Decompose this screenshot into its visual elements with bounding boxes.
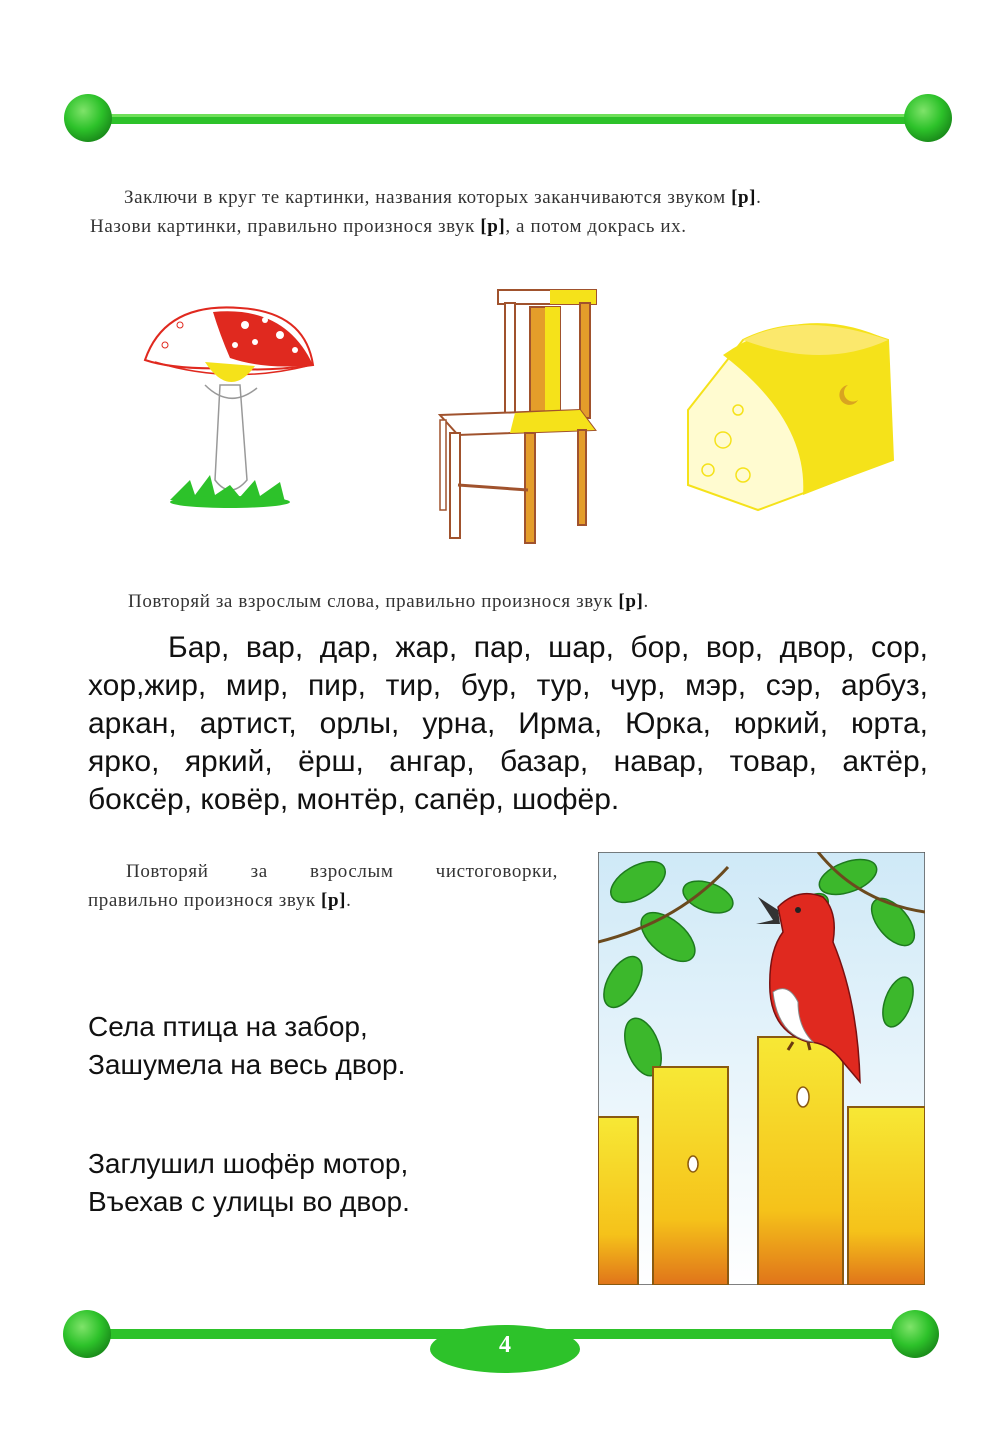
task1-line1: Заключи в круг те картинки, названия которых заканчиваются звуком — [124, 187, 726, 208]
top-border-bar — [60, 90, 960, 150]
task3-instruction: Повторяй за взрослым чистоговорки, правильно произнося звук [р]. — [88, 861, 558, 911]
word-line: ярко, яркий, ёрш, ангар, базар, навар, товар, актёр, — [88, 745, 928, 778]
word-line: Бар, вар, дар, жар, пар, шар, бор, вор, двор, сор, — [168, 631, 928, 664]
word-line: аркан, артист, орлы, урна, Ирма, Юрка, юркий, юрта, — [88, 707, 928, 740]
word-list — [88, 629, 928, 819]
poem-line: Заглушил шофёр мотор, — [88, 1148, 409, 1179]
chair-image — [430, 285, 610, 550]
poem-line: Зашумела на весь двор. — [88, 1049, 406, 1080]
word-line: хор,жир, мир, пир, тир, бур, тур, чур, мэр, сэр, арбуз, — [88, 669, 928, 702]
word-line: боксёр, ковёр, монтёр, сапёр, шофёр. — [88, 783, 620, 816]
page-number: 4 — [499, 1332, 511, 1358]
task1-instruction: Заключи в круг те картинки, названия которых заканчиваются звуком [р]. Назови картинки, правильно произнося звук [р], а потом докрась их. — [90, 187, 762, 237]
sound-marker: [р] — [480, 216, 506, 237]
cheese-image — [683, 300, 898, 515]
poem-line: Села птица на забор, — [88, 1011, 368, 1042]
task2-instruction: Повторяй за взрослым слова, правильно произнося звук [р]. — [128, 591, 649, 612]
sound-marker: [р] — [731, 187, 757, 208]
poem-2 — [88, 1145, 568, 1221]
mushroom-image — [135, 290, 325, 520]
sound-marker: [р] — [618, 591, 644, 612]
poem-1 — [88, 1008, 568, 1084]
sound-marker: [р] — [321, 890, 347, 911]
bird-on-fence-image — [598, 852, 925, 1285]
task1-line2: Назови картинки, правильно произнося звук — [90, 216, 475, 237]
poem-line: Въехав с улицы во двор. — [88, 1186, 410, 1217]
